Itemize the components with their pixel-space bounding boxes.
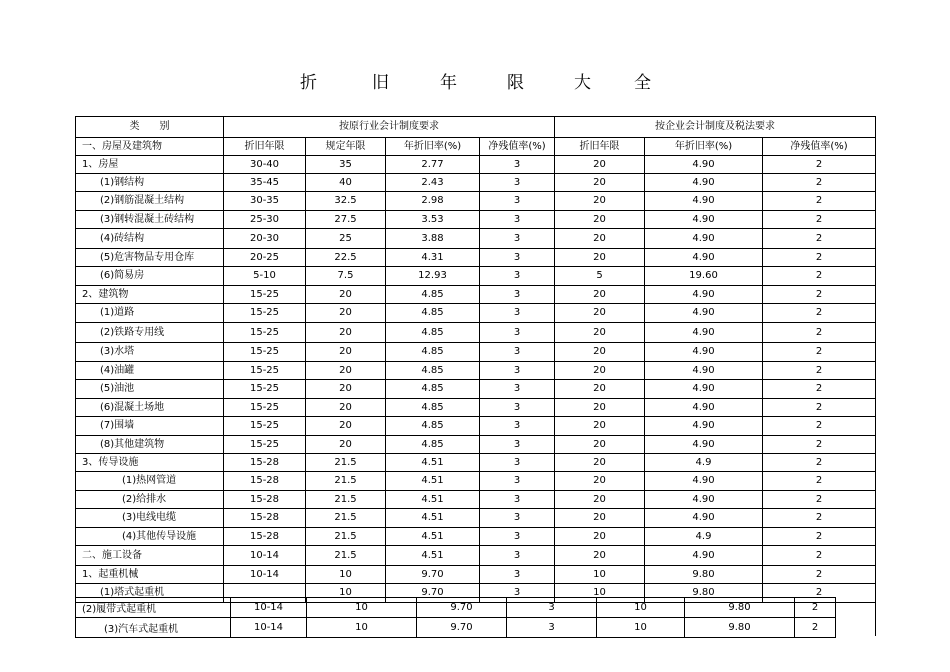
subheader-cell: 规定年限 — [306, 138, 386, 156]
table-row — [76, 267, 876, 286]
row-value-cell: 2 — [763, 584, 876, 603]
row-value-cell: 21.5 — [306, 454, 386, 472]
row-value-cell: 3.53 — [386, 211, 480, 229]
row-value-cell: 3 — [480, 491, 555, 509]
table-row — [76, 399, 876, 417]
row-value-cell: 20 — [555, 417, 645, 436]
row-value-cell: 2 — [763, 211, 876, 229]
row-value-cell: 2 — [763, 267, 876, 286]
row-value-cell: 21.5 — [306, 528, 386, 546]
row-category-cell: (6)混凝土场地 — [76, 399, 224, 417]
row-value-cell: 15-28 — [224, 509, 306, 528]
row-value-cell: 15-25 — [224, 417, 306, 436]
row-value-cell: 3 — [480, 323, 555, 343]
row-value-cell: 20 — [555, 156, 645, 174]
row-value-cell: 4.85 — [386, 436, 480, 454]
row-value-cell: 2 — [763, 491, 876, 509]
subheader-cell: 折旧年限 — [224, 138, 306, 156]
row-value-cell: 4.51 — [386, 509, 480, 528]
row-value-cell: 2 — [763, 323, 876, 343]
table-row — [76, 491, 876, 509]
row-value-cell: 5-10 — [224, 267, 306, 286]
row-value-cell: 2 — [763, 546, 876, 566]
row-value-cell: 20 — [306, 399, 386, 417]
row-category-cell: (4)油罐 — [76, 362, 224, 380]
header-row — [76, 117, 876, 138]
row-value-cell: 3 — [480, 436, 555, 454]
row-value-cell: 4.85 — [386, 286, 480, 304]
row-value-cell: 10 — [555, 584, 645, 603]
row-value-cell: 3 — [507, 618, 597, 638]
row-value-cell: 4.90 — [645, 509, 763, 528]
row-value-cell: 2 — [763, 286, 876, 304]
row-value-cell: 2 — [763, 399, 876, 417]
table-row — [76, 509, 876, 528]
row-value-cell: 4.85 — [386, 399, 480, 417]
row-value-cell: 20 — [306, 286, 386, 304]
row-category-cell: 1、起重机械 — [76, 566, 224, 584]
row-value-cell: 20 — [306, 362, 386, 380]
row-category-cell: (6)简易房 — [76, 267, 224, 286]
row-value-cell: 3 — [507, 598, 597, 618]
row-value-cell: 4.90 — [645, 192, 763, 211]
row-value-cell: 3 — [480, 304, 555, 323]
row-value-cell: 4.51 — [386, 491, 480, 509]
row-value-cell: 20 — [555, 546, 645, 566]
row-value-cell: 3 — [480, 174, 555, 192]
table-row — [76, 249, 876, 267]
row-value-cell: 20 — [555, 304, 645, 323]
row-value-cell: 35-45 — [224, 174, 306, 192]
row-value-cell: 15-28 — [224, 472, 306, 491]
row-value-cell: 9.80 — [685, 618, 795, 638]
row-value-cell: 20 — [555, 362, 645, 380]
row-value-cell: 2 — [763, 509, 876, 528]
row-value-cell: 2 — [795, 618, 836, 638]
row-value-cell: 30-35 — [224, 192, 306, 211]
table-row — [76, 472, 876, 491]
table-row — [76, 343, 876, 362]
row-value-cell: 4.90 — [645, 249, 763, 267]
row-value-cell: 4.90 — [645, 343, 763, 362]
row-category-cell: (3)水塔 — [76, 343, 224, 362]
row-value-cell: 4.90 — [645, 323, 763, 343]
row-value-cell: 3 — [480, 362, 555, 380]
table-row — [76, 417, 876, 436]
row-value-cell: 4.51 — [386, 546, 480, 566]
row-value-cell: 21.5 — [306, 546, 386, 566]
row-value-cell: 20 — [306, 304, 386, 323]
row-value-cell: 4.90 — [645, 156, 763, 174]
row-category-cell: (5)油池 — [76, 380, 224, 399]
row-value-cell: 2 — [763, 417, 876, 436]
title-char: 年 — [440, 73, 457, 93]
row-value-cell: 3 — [480, 546, 555, 566]
row-value-cell: 2 — [763, 528, 876, 546]
row-category-cell: (1)塔式起重机 — [76, 584, 224, 603]
row-value-cell: 7.5 — [306, 267, 386, 286]
row-value-cell: 20 — [306, 343, 386, 362]
row-value-cell: 20 — [306, 323, 386, 343]
row-value-cell: 15-28 — [224, 454, 306, 472]
row-category-cell: (3)电线电缆 — [76, 509, 224, 528]
row-value-cell: 21.5 — [306, 509, 386, 528]
row-value-cell: 3 — [480, 156, 555, 174]
subheader-cell: 净残值率(%) — [763, 138, 876, 156]
row-value-cell: 3 — [480, 454, 555, 472]
row-value-cell: 2 — [763, 229, 876, 249]
row-value-cell: 10 — [555, 566, 645, 584]
row-value-cell: 4.90 — [645, 399, 763, 417]
table-row — [76, 174, 876, 192]
row-value-cell: 10 — [307, 598, 417, 618]
row-value-cell: 20-25 — [224, 249, 306, 267]
row-value-cell: 15-28 — [224, 528, 306, 546]
subheader-cell: 折旧年限 — [555, 138, 645, 156]
row-value-cell: 10-14 — [224, 546, 306, 566]
row-value-cell: 4.51 — [386, 454, 480, 472]
row-value-cell: 2.77 — [386, 156, 480, 174]
row-value-cell: 3 — [480, 528, 555, 546]
row-value-cell: 10 — [307, 618, 417, 638]
row-value-cell: 10 — [597, 598, 685, 618]
row-value-cell: 4.85 — [386, 343, 480, 362]
row-value-cell: 10 — [306, 566, 386, 584]
row-value-cell: 20 — [555, 380, 645, 399]
row-value-cell: 20 — [555, 229, 645, 249]
row-value-cell: 12.93 — [386, 267, 480, 286]
row-category-cell: (3)钢转混凝土砖结构 — [76, 211, 224, 229]
row-value-cell: 25 — [306, 229, 386, 249]
row-value-cell: 3 — [480, 417, 555, 436]
row-value-cell: 10 — [306, 584, 386, 603]
row-value-cell: 20 — [306, 380, 386, 399]
table-row — [76, 454, 876, 472]
row-value-cell: 4.85 — [386, 304, 480, 323]
row-value-cell: 2 — [763, 156, 876, 174]
row-value-cell: 20 — [555, 472, 645, 491]
row-value-cell: 2 — [795, 598, 836, 618]
row-category-cell: (4)其他传导设施 — [76, 528, 224, 546]
row-category-cell: (7)围墙 — [76, 417, 224, 436]
table-row — [76, 546, 876, 566]
row-value-cell: 2 — [763, 249, 876, 267]
row-category-cell: (1)热网管道 — [76, 472, 224, 491]
row-value-cell: 9.80 — [685, 598, 795, 618]
row-value-cell: 9.70 — [417, 598, 507, 618]
row-value-cell: 4.90 — [645, 286, 763, 304]
row-value-cell: 15-25 — [224, 286, 306, 304]
subheader-cell: 年折旧率(%) — [645, 138, 763, 156]
row-value-cell: 4.90 — [645, 436, 763, 454]
row-value-cell: 4.51 — [386, 472, 480, 491]
row-value-cell: 9.80 — [645, 566, 763, 584]
row-value-cell: 2 — [763, 472, 876, 491]
row-value-cell: 20 — [555, 399, 645, 417]
row-value-cell: 3 — [480, 472, 555, 491]
row-value-cell: 20 — [306, 417, 386, 436]
table-row — [76, 380, 876, 399]
row-value-cell: 2 — [763, 174, 876, 192]
row-value-cell: 2 — [763, 566, 876, 584]
row-value-cell: 4.31 — [386, 249, 480, 267]
row-category-cell: 二、施工设备 — [76, 546, 224, 566]
row-value-cell: 3 — [480, 566, 555, 584]
row-value-cell: 4.90 — [645, 472, 763, 491]
subheader-cell: 净残值率(%) — [480, 138, 555, 156]
row-value-cell: 2.43 — [386, 174, 480, 192]
subheader-row — [76, 138, 876, 156]
row-value-cell: 20 — [555, 174, 645, 192]
row-value-cell: 3 — [480, 509, 555, 528]
row-value-cell: 15-25 — [224, 380, 306, 399]
row-value-cell: 20 — [555, 343, 645, 362]
row-value-cell: 2 — [763, 436, 876, 454]
row-category-cell: (4)砖结构 — [76, 229, 224, 249]
row-value-cell: 2 — [763, 362, 876, 380]
row-value-cell: 4.90 — [645, 380, 763, 399]
row-value-cell: 20 — [555, 211, 645, 229]
table-row — [76, 192, 876, 211]
title-char: 折 — [300, 73, 317, 93]
row-value-cell: 10 — [597, 618, 685, 638]
row-value-cell: 2.98 — [386, 192, 480, 211]
row-value-cell: 9.70 — [386, 566, 480, 584]
title-char: 限 — [507, 73, 524, 93]
row-value-cell: 32.5 — [306, 192, 386, 211]
row-value-cell: 4.90 — [645, 491, 763, 509]
row-value-cell: 4.85 — [386, 417, 480, 436]
row-value-cell: 21.5 — [306, 472, 386, 491]
row-value-cell: 15-25 — [224, 399, 306, 417]
depreciation-table — [75, 116, 876, 603]
row-value-cell: 4.90 — [645, 229, 763, 249]
row-value-cell: 3 — [480, 343, 555, 362]
row-value-cell: 15-25 — [224, 362, 306, 380]
row-value-cell: 22.5 — [306, 249, 386, 267]
row-value-cell: 20 — [555, 528, 645, 546]
row-value-cell: 35 — [306, 156, 386, 174]
row-value-cell: 9.80 — [645, 584, 763, 603]
row-value-cell: 20 — [555, 286, 645, 304]
row-value-cell: 20 — [555, 436, 645, 454]
row-value-cell: 4.9 — [645, 454, 763, 472]
row-value-cell: 15-25 — [224, 436, 306, 454]
row-value-cell: 9.70 — [417, 618, 507, 638]
row-value-cell: 19.60 — [645, 267, 763, 286]
header-category: 类 别 — [76, 117, 224, 138]
row-value-cell: 4.90 — [645, 211, 763, 229]
row-value-cell: 10-14 — [224, 566, 306, 584]
table-row — [76, 436, 876, 454]
row-category-cell: 3、传导设施 — [76, 454, 224, 472]
row-value-cell: 4.85 — [386, 323, 480, 343]
header-group-enterprise: 按企业会计制度及税法要求 — [555, 117, 876, 138]
row-value-cell: 2 — [763, 192, 876, 211]
row-value-cell: 4.85 — [386, 380, 480, 399]
table-row — [76, 211, 876, 229]
table-row — [76, 618, 836, 638]
row-value-cell: 2 — [763, 380, 876, 399]
row-value-cell: 3 — [480, 399, 555, 417]
row-value-cell: 25-30 — [224, 211, 306, 229]
row-value-cell: 15-25 — [224, 323, 306, 343]
row-value-cell: 20-30 — [224, 229, 306, 249]
row-category-cell: (2)钢筋混凝土结构 — [76, 192, 224, 211]
row-value-cell: 3 — [480, 584, 555, 603]
title-char: 旧 — [372, 73, 389, 93]
row-category-cell: 1、房屋 — [76, 156, 224, 174]
row-value-cell: 20 — [306, 436, 386, 454]
row-value-cell: 20 — [555, 249, 645, 267]
row-value-cell: 9.70 — [386, 584, 480, 603]
row-value-cell: 3 — [480, 229, 555, 249]
row-category-cell: (3)汽车式起重机 — [76, 618, 231, 638]
row-value-cell: 3 — [480, 192, 555, 211]
row-value-cell: 4.90 — [645, 174, 763, 192]
row-category-cell: (8)其他建筑物 — [76, 436, 224, 454]
row-category-cell: 2、建筑物 — [76, 286, 224, 304]
table-row — [76, 286, 876, 304]
row-value-cell: 20 — [555, 323, 645, 343]
row-value-cell: 3 — [480, 211, 555, 229]
row-value-cell: 15-25 — [224, 304, 306, 323]
row-value-cell: 3 — [480, 267, 555, 286]
row-value-cell: 15-28 — [224, 491, 306, 509]
row-value-cell: 27.5 — [306, 211, 386, 229]
row-category-cell: (1)道路 — [76, 304, 224, 323]
row-value-cell: 4.51 — [386, 528, 480, 546]
row-value-cell: 10-14 — [231, 618, 307, 638]
table-row — [76, 156, 876, 174]
row-value-cell: 20 — [555, 491, 645, 509]
row-value-cell: 2 — [763, 304, 876, 323]
row-value-cell: 21.5 — [306, 491, 386, 509]
depreciation-table-continued — [75, 597, 836, 638]
row-value-cell: 4.90 — [645, 362, 763, 380]
row-value-cell: 3.88 — [386, 229, 480, 249]
header-group-industry: 按原行业会计制度要求 — [224, 117, 555, 138]
row-value-cell: 20 — [555, 454, 645, 472]
row-value-cell: 30-40 — [224, 156, 306, 174]
row-category-cell: (2)铁路专用线 — [76, 323, 224, 343]
row-value-cell: 2 — [763, 454, 876, 472]
title-char: 大 — [574, 73, 591, 93]
table-row — [76, 566, 876, 584]
title-char: 全 — [634, 73, 651, 93]
row-value-cell: 20 — [555, 509, 645, 528]
subheader-cell: 年折旧率(%) — [386, 138, 480, 156]
row-value-cell: 4.90 — [645, 304, 763, 323]
row-value-cell: 3 — [480, 249, 555, 267]
table-row — [76, 362, 876, 380]
row-category-cell: (5)危害物品专用仓库 — [76, 249, 224, 267]
subheader-cell: 一、房屋及建筑物 — [76, 138, 224, 156]
table-row — [76, 304, 876, 323]
row-category-cell: (2)给排水 — [76, 491, 224, 509]
row-value-cell: 5 — [555, 267, 645, 286]
table-row — [76, 598, 836, 618]
row-value-cell: 4.85 — [386, 362, 480, 380]
row-value-cell: 3 — [480, 380, 555, 399]
row-value-cell: 4.90 — [645, 417, 763, 436]
row-value-cell: 10-14 — [231, 598, 307, 618]
row-category-cell: (2)履带式起重机 — [76, 598, 231, 618]
table-row — [76, 528, 876, 546]
document-title — [0, 68, 950, 96]
row-value-cell: 4.9 — [645, 528, 763, 546]
row-value-cell: 15-25 — [224, 343, 306, 362]
row-value-cell: 3 — [480, 286, 555, 304]
row-value-cell: 20 — [555, 192, 645, 211]
table-row — [76, 229, 876, 249]
table-row — [76, 323, 876, 343]
row-category-cell: (1)钢结构 — [76, 174, 224, 192]
row-value-cell: 4.90 — [645, 546, 763, 566]
right-border-line — [875, 116, 876, 636]
row-value-cell: 40 — [306, 174, 386, 192]
row-value-cell: 2 — [763, 343, 876, 362]
